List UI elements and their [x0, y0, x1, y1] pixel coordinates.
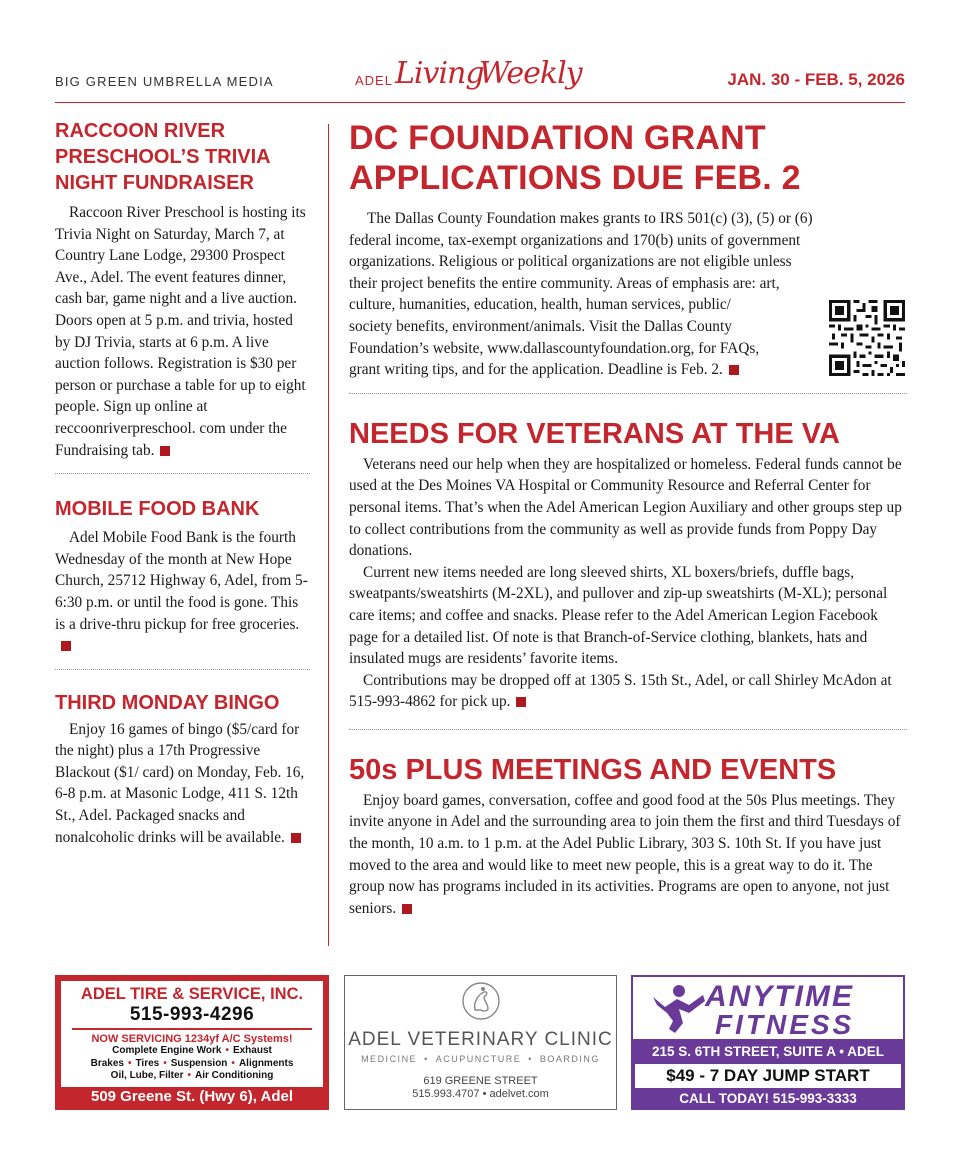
article-mobile-food-bank: [55, 496, 310, 657]
ad-phone: 515-993-4296: [129, 1004, 255, 1025]
publisher-name: BIG GREEN UMBRELLA MEDIA: [55, 74, 274, 89]
article-headline: DC FOUNDATION GRANT APPLICATIONS DUE FEB. 2: [349, 119, 801, 197]
article-dc-foundation: [349, 118, 907, 381]
ad-business-name: ADEL TIRE & SERVICE, INC.: [80, 985, 304, 1003]
section-divider: [349, 393, 907, 394]
ad-rule: [72, 1028, 312, 1030]
end-mark-icon: [729, 365, 739, 375]
end-mark-icon: [291, 833, 301, 843]
ad-services-line: Oil, Lube, Filter • Air Conditioning: [110, 1070, 274, 1081]
masthead-logo: [355, 56, 615, 100]
column-divider: [328, 124, 329, 946]
article-body: Veterans need our help when they are hospitalized or homeless. Federal funds cannot be used at the Des Moines VA Hospital or Community Resource and Referral Center for personal items. That’s when the Adel American Legion Auxiliary and other groups step up to collect contributions from the community as well as provide funds from Poppy Day donations. Current new items needed are long sleeved shirts, XL boxers/briefs, duffle bags, sweatpants/sweatshirts (M-2XL), and pullover and zip-up sweatshirts (M-XL); personal care items; and coffee and snacks. Please refer to the Adel American Legion Facebook page for a detailed list. Of note is that Branch-of-Service clothing, blankets, hats and insulated mugs are residents’ favorite items. Contributions may be dropped off at 1305 S. 15th St., Adel, or call Shirley McAdon at 515-993-4862 for pick up.: [349, 455, 902, 711]
running-man-logo-icon: [649, 983, 707, 1035]
header-rule: [55, 102, 905, 103]
article-body: Raccoon River Preschool is hosting its Trivia Night on Saturday, March 7, at Country Lane Lodge, 29300 Prospect Ave., Adel. The event features dinner, cash bar, game night and a live auction. Doors open at 5 p.m. and trivia, hosted by DJ Trivia, starts at 6 p.m. A live auction follows. Registration is $30 per person or purchase a table for up to eight people. Sign up online at reccoonriverpreschool. com under the Fundraising tab.: [55, 204, 306, 459]
ad-anytime-fitness[interactable]: [631, 975, 905, 1110]
article-headline: MOBILE FOOD BANK: [55, 498, 260, 521]
article-body: Adel Mobile Food Bank is the fourth Wednesday of the month at New Hope Church, 25712 Highway 6, Adel, from 5-6:30 p.m. or until the food is gone. This is a drive-thru pickup for free groceries.: [55, 527, 310, 657]
ad-adel-tire[interactable]: [55, 975, 329, 1110]
ad-contact: 515.993.4707 • adelvet.com: [412, 1088, 549, 1100]
vet-clinic-logo-icon: [457, 980, 505, 1022]
article-trivia-night: [55, 118, 310, 461]
ad-address: 619 GREENE STREET: [423, 1075, 538, 1087]
article-body: Enjoy 16 games of bingo ($5/card for the night) plus a 17th Progressive Blackout ($1/ card) on Monday, Feb. 16, 6-8 p.m. at Masonic Lodge, 411 S. 12th St., Adel. Packaged snacks and nonalcoholic drinks will be available.: [55, 720, 305, 846]
ad-address: 509 Greene St. (Hwy 6), Adel: [90, 1088, 294, 1105]
right-column: [349, 118, 907, 919]
qr-code-icon[interactable]: [829, 300, 905, 376]
article-headline: RACCOON RIVER PRESCHOOL’S TRIVIA NIGHT FUNDRAISER: [55, 120, 271, 194]
ad-services: MEDICINE • ACUPUNCTURE • BOARDING: [361, 1054, 600, 1064]
article-headline: THIRD MONDAY BINGO: [55, 691, 280, 714]
article-body: Enjoy board games, conversation, coffee and good food at the 50s Plus meetings. They invite anyone in Adel and the surrounding area to join them the first and third Tuesdays of the month, 10 a.m. to 1 p.m. at the Adel Public Library, 303 S. 10th St. If you have just moved to the area and would like to meet new people, this is a great way to do it. The group now has programs included in its activities. Programs are open to anyone, not just seniors.: [349, 791, 901, 917]
masthead-adel: ADEL: [355, 73, 393, 88]
end-mark-icon: [160, 446, 170, 456]
article-headline: 50s PLUS MEETINGS AND EVENTS: [349, 753, 837, 786]
end-mark-icon: [402, 904, 412, 914]
article-50s-plus: [349, 752, 907, 920]
ad-address: 215 S. 6TH STREET, SUITE A • ADEL: [651, 1044, 885, 1059]
left-column: [55, 118, 310, 848]
end-mark-icon: [61, 641, 71, 651]
end-mark-icon: [516, 697, 526, 707]
ad-servicing: NOW SERVICING 1234yf A/C Systems!: [91, 1033, 293, 1045]
ad-adel-vet[interactable]: [344, 975, 617, 1110]
ad-deal: $49 - 7 DAY JUMP START: [635, 1064, 901, 1088]
article-body: The Dallas County Foundation makes grants to IRS 501(c) (3), (5) or (6) federal income, tax-exempt organizations and 170(b) units of government organizations. Religious or political organizations are not eligible unless their project benefits the entire community. Areas of emphasis are: art, culture, humanities, education, health, human services, public/ society benefits, environment/animals. Visit the Dallas County Foundation’s website, www.dallascountyfoundation.org, for FAQs, grant writing tips, and for the application. Deadline is Feb. 2.: [349, 210, 813, 379]
article-headline: NEEDS FOR VETERANS AT THE VA: [349, 417, 840, 450]
gym-brand-bottom: FITNESS: [715, 1009, 855, 1040]
gym-brand-top: ANYTIME: [705, 980, 854, 1013]
page-header: [55, 56, 905, 104]
section-divider: [55, 473, 310, 474]
ad-services-line: Complete Engine Work • Exhaust: [112, 1045, 272, 1056]
masthead-weekly: Weekly: [479, 56, 582, 91]
ad-services-line: Brakes • Tires • Suspension • Alignments: [90, 1057, 294, 1069]
section-divider: [349, 729, 907, 730]
article-bingo: [55, 690, 310, 849]
section-divider: [55, 669, 310, 670]
masthead-living: Living: [395, 56, 484, 91]
ad-call: CALL TODAY! 515-993-3333: [679, 1091, 857, 1106]
article-veterans: [349, 416, 907, 713]
gym-brand-panel: [631, 975, 905, 1041]
issue-date: JAN. 30 - FEB. 5, 2026: [727, 70, 905, 89]
ad-business-name: ADEL VETERINARY CLINIC: [348, 1029, 613, 1050]
